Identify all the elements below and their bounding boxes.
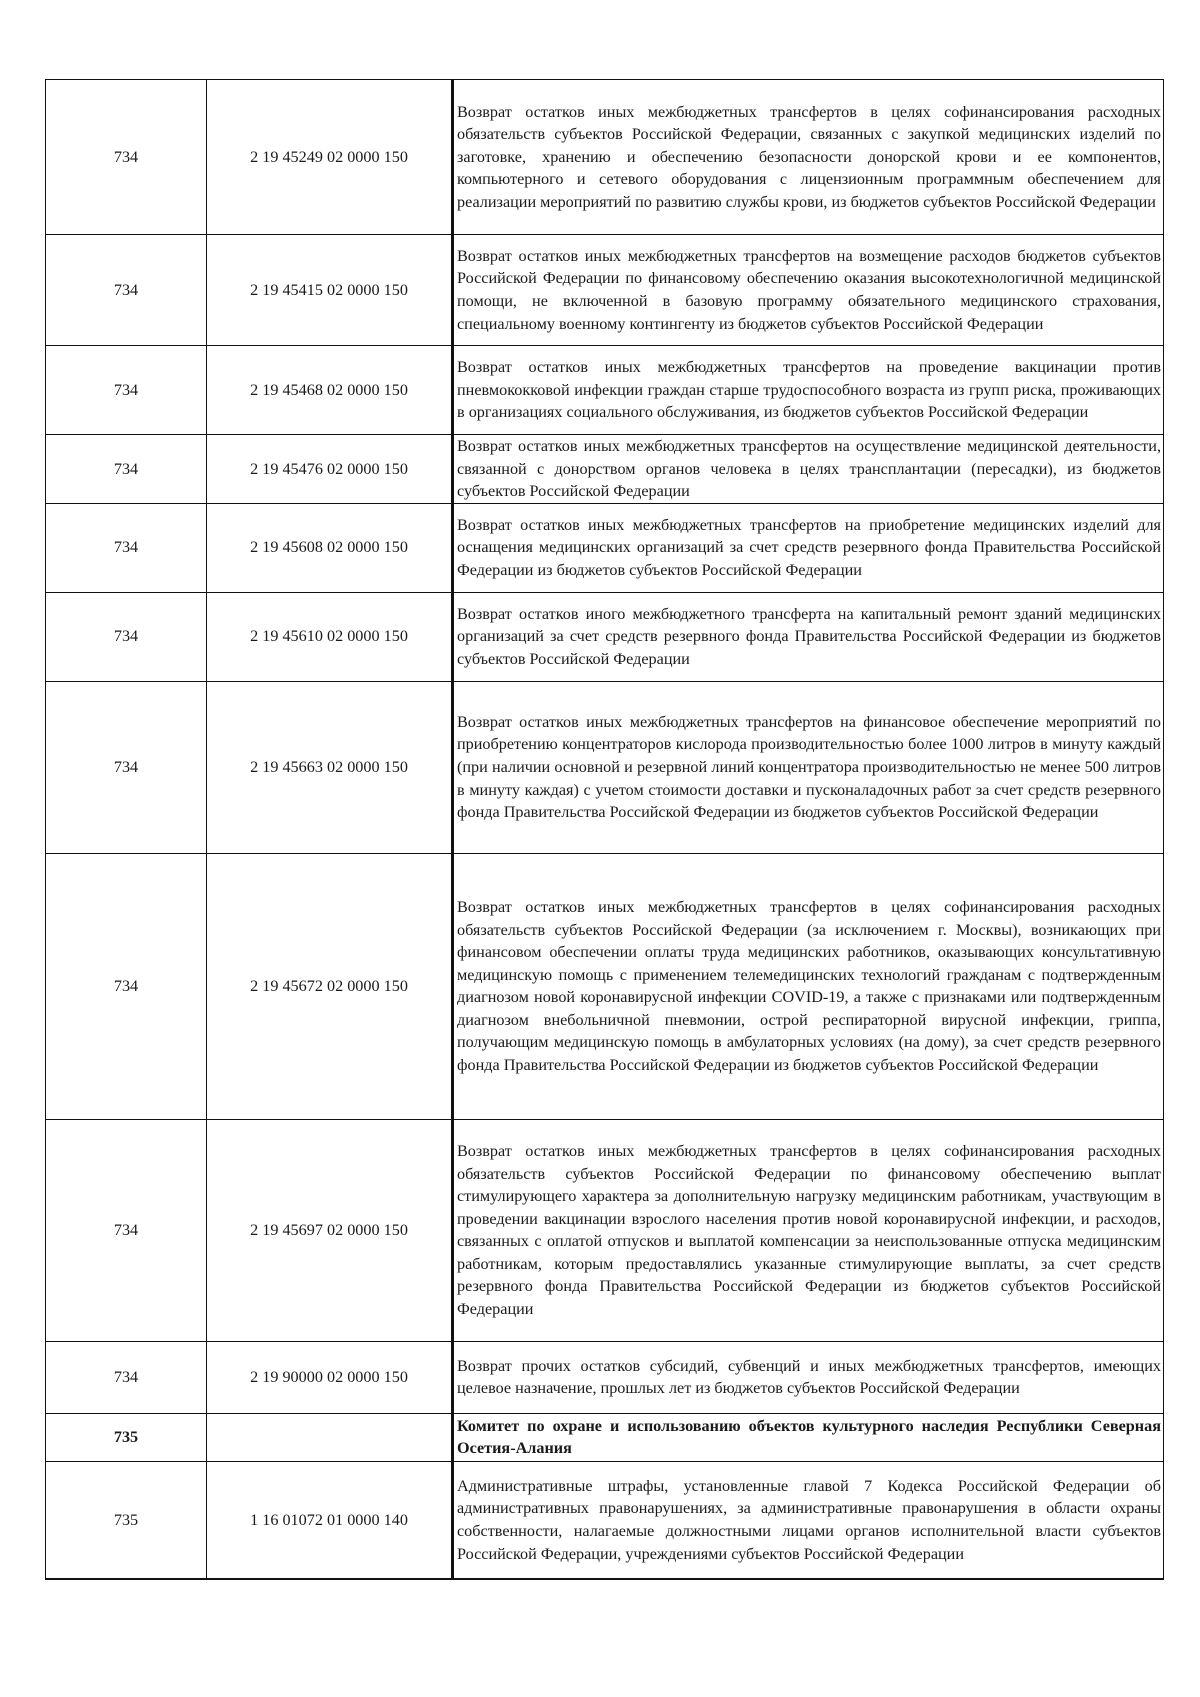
description-text: Возврат остатков иных межбюджетных трансфертов на проведение вакцинации против пневмококковой инфекции граждан старше трудоспособного возраста из групп риска, проживающих в организациях социального обслуживания, из бюджетов субъектов Российской Федерации — [457, 358, 1161, 422]
budget-code-cell: 2 19 90000 02 0000 150 — [207, 1341, 453, 1413]
admin-code-cell: 734 — [46, 681, 207, 853]
table-row — [46, 1341, 1164, 1413]
description-cell — [453, 435, 1164, 504]
description-cell — [453, 681, 1164, 853]
budget-code-cell: 1 16 01072 01 0000 140 — [207, 1461, 453, 1579]
description-cell — [453, 1413, 1164, 1461]
description-text: Возврат прочих остатков субсидий, субвенций и иных межбюджетных трансфертов, имеющих целевое назначение, прошлых лет из бюджетов субъектов Российской Федерации — [457, 1356, 1161, 1398]
admin-code-cell: 734 — [46, 853, 207, 1119]
description-cell — [453, 1119, 1164, 1341]
table-row — [46, 681, 1164, 853]
budget-code-cell: 2 19 45468 02 0000 150 — [207, 346, 453, 435]
table-row — [46, 1461, 1164, 1579]
description-cell — [453, 346, 1164, 435]
admin-code-cell: 734 — [46, 435, 207, 504]
budget-code-cell — [207, 1413, 453, 1461]
description-cell — [453, 235, 1164, 346]
table-row — [46, 80, 1164, 235]
revenue-codes-table — [45, 79, 1164, 1580]
description-cell — [453, 592, 1164, 681]
table-row — [46, 435, 1164, 504]
budget-code-cell: 2 19 45663 02 0000 150 — [207, 681, 453, 853]
admin-code-cell: 734 — [46, 1341, 207, 1413]
description-text: Возврат остатков иных межбюджетных трансфертов в целях софинансирования расходных обязательств субъектов Российской Федерации (за исключением г. Москвы), возникающих при финансовом обеспечении оплаты труда медицинских работников, оказывающих консультативную медицинскую помощь с применением телемедицинских технологий гражданам с подтвержденным диагнозом новой коронавирусной инфекции COVID-19, а также с признаками или подтвержденным диагнозом внебольничной пневмонии, острой респираторной вирусной инфекции, гриппа, получающим медицинскую помощь в амбулаторных условиях (на дому), за счет средств резервного фонда Правительства Российской Федерации из бюджетов субъектов Российской Федерации — [457, 897, 1161, 1075]
description-text: Возврат остатков иных межбюджетных трансфертов на возмещение расходов бюджетов субъектов Российской Федерации по финансовому обеспечению оказания высокотехнологичной медицинской помощи, не включенной в базовую программу обязательного медицинского страхования, специальному военному контингенту из бюджетов субъектов Российской Федерации — [457, 246, 1161, 333]
description-text: Возврат остатков иных межбюджетных трансфертов на приобретение медицинских изделий для оснащения медицинских организаций за счет средств резервного фонда Правительства Российской Федерации из бюджетов субъектов Российской Федерации — [457, 515, 1161, 580]
admin-code-cell: 734 — [46, 80, 207, 235]
description-text: Административные штрафы, установленные главой 7 Кодекса Российской Федерации об административных правонарушениях, за административные правонарушения в области охраны собственности, налагаемые должностными лицами органов исполнительной власти субъектов Российской Федерации, учреждениями субъектов Российской Федерации — [457, 1476, 1161, 1563]
budget-code-cell: 2 19 45610 02 0000 150 — [207, 592, 453, 681]
description-text: Возврат остатков иных межбюджетных трансфертов на осуществление медицинской деятельности, связанной с донорством органов человека в целях трансплантации (пересадки), из бюджетов субъектов Российской Федерации — [457, 437, 1161, 501]
description-cell — [453, 80, 1164, 235]
budget-code-cell: 2 19 45697 02 0000 150 — [207, 1119, 453, 1341]
description-cell — [453, 1461, 1164, 1579]
budget-code-cell: 2 19 45672 02 0000 150 — [207, 853, 453, 1119]
budget-code-cell: 2 19 45608 02 0000 150 — [207, 503, 453, 592]
section-title: Комитет по охране и использованию объектов культурного наследия Республики Северная Осетия-Алания — [457, 1416, 1161, 1458]
description-cell — [453, 503, 1164, 592]
description-text: Возврат остатков иных межбюджетных трансфертов в целях софинансирования расходных обязательств субъектов Российской Федерации, связанных с закупкой медицинских изделий по заготовке, хранению и обеспечению безопасности донорской крови и ее компонентов, компьютерного и сетевого оборудования с лицензионным программным обеспечением для реализации мероприятий по развитию службы крови, из бюджетов субъектов Российской Федерации — [457, 102, 1161, 211]
budget-code-cell: 2 19 45476 02 0000 150 — [207, 435, 453, 504]
budget-code-cell: 2 19 45415 02 0000 150 — [207, 235, 453, 346]
budget-code-cell: 2 19 45249 02 0000 150 — [207, 80, 453, 235]
admin-code-cell: 735 — [46, 1461, 207, 1579]
table-row — [46, 592, 1164, 681]
description-text: Возврат остатков иных межбюджетных трансфертов на финансовое обеспечение мероприятий по приобретению концентраторов кислорода производительностью более 1000 литров в минуту каждый (при наличии основной и резервной линий концентратора производительностью не менее 500 литров в минуту каждая) с учетом стоимости доставки и пусконаладочных работ за счет средств резервного фонда Правительства Российской Федерации из бюджетов субъектов Российской Федерации — [457, 712, 1161, 822]
description-text: Возврат остатков иного межбюджетного трансферта на капитальный ремонт зданий медицинских организаций за счет средств резервного фонда Правительства Российской Федерации из бюджетов субъектов Российской Федерации — [457, 604, 1161, 669]
table-row — [46, 1119, 1164, 1341]
admin-code-cell: 734 — [46, 235, 207, 346]
table-row — [46, 503, 1164, 592]
table-row — [46, 853, 1164, 1119]
table-row — [46, 235, 1164, 346]
admin-code-cell: 734 — [46, 346, 207, 435]
admin-code-cell: 734 — [46, 592, 207, 681]
admin-code-cell: 735 — [46, 1413, 207, 1461]
admin-code-cell: 734 — [46, 503, 207, 592]
description-cell — [453, 1341, 1164, 1413]
description-text: Возврат остатков иных межбюджетных трансфертов в целях софинансирования расходных обязательств субъектов Российской Федерации по финансовому обеспечению выплат стимулирующего характера за дополнительную нагрузку медицинским работникам, участвующим в проведении вакцинации взрослого населения против новой коронавирусной инфекции, и расходов, связанных с оплатой отпусков и выплатой компенсации за неиспользованные отпуска медицинским работникам, которым предоставлялись указанные стимулирующие выплаты, за счет средств резервного фонда Правительства Российской Федерации из бюджетов субъектов Российской Федерации — [457, 1141, 1161, 1319]
admin-code-cell: 734 — [46, 1119, 207, 1341]
description-cell — [453, 853, 1164, 1119]
table-row — [46, 346, 1164, 435]
table-row-section-header — [46, 1413, 1164, 1461]
